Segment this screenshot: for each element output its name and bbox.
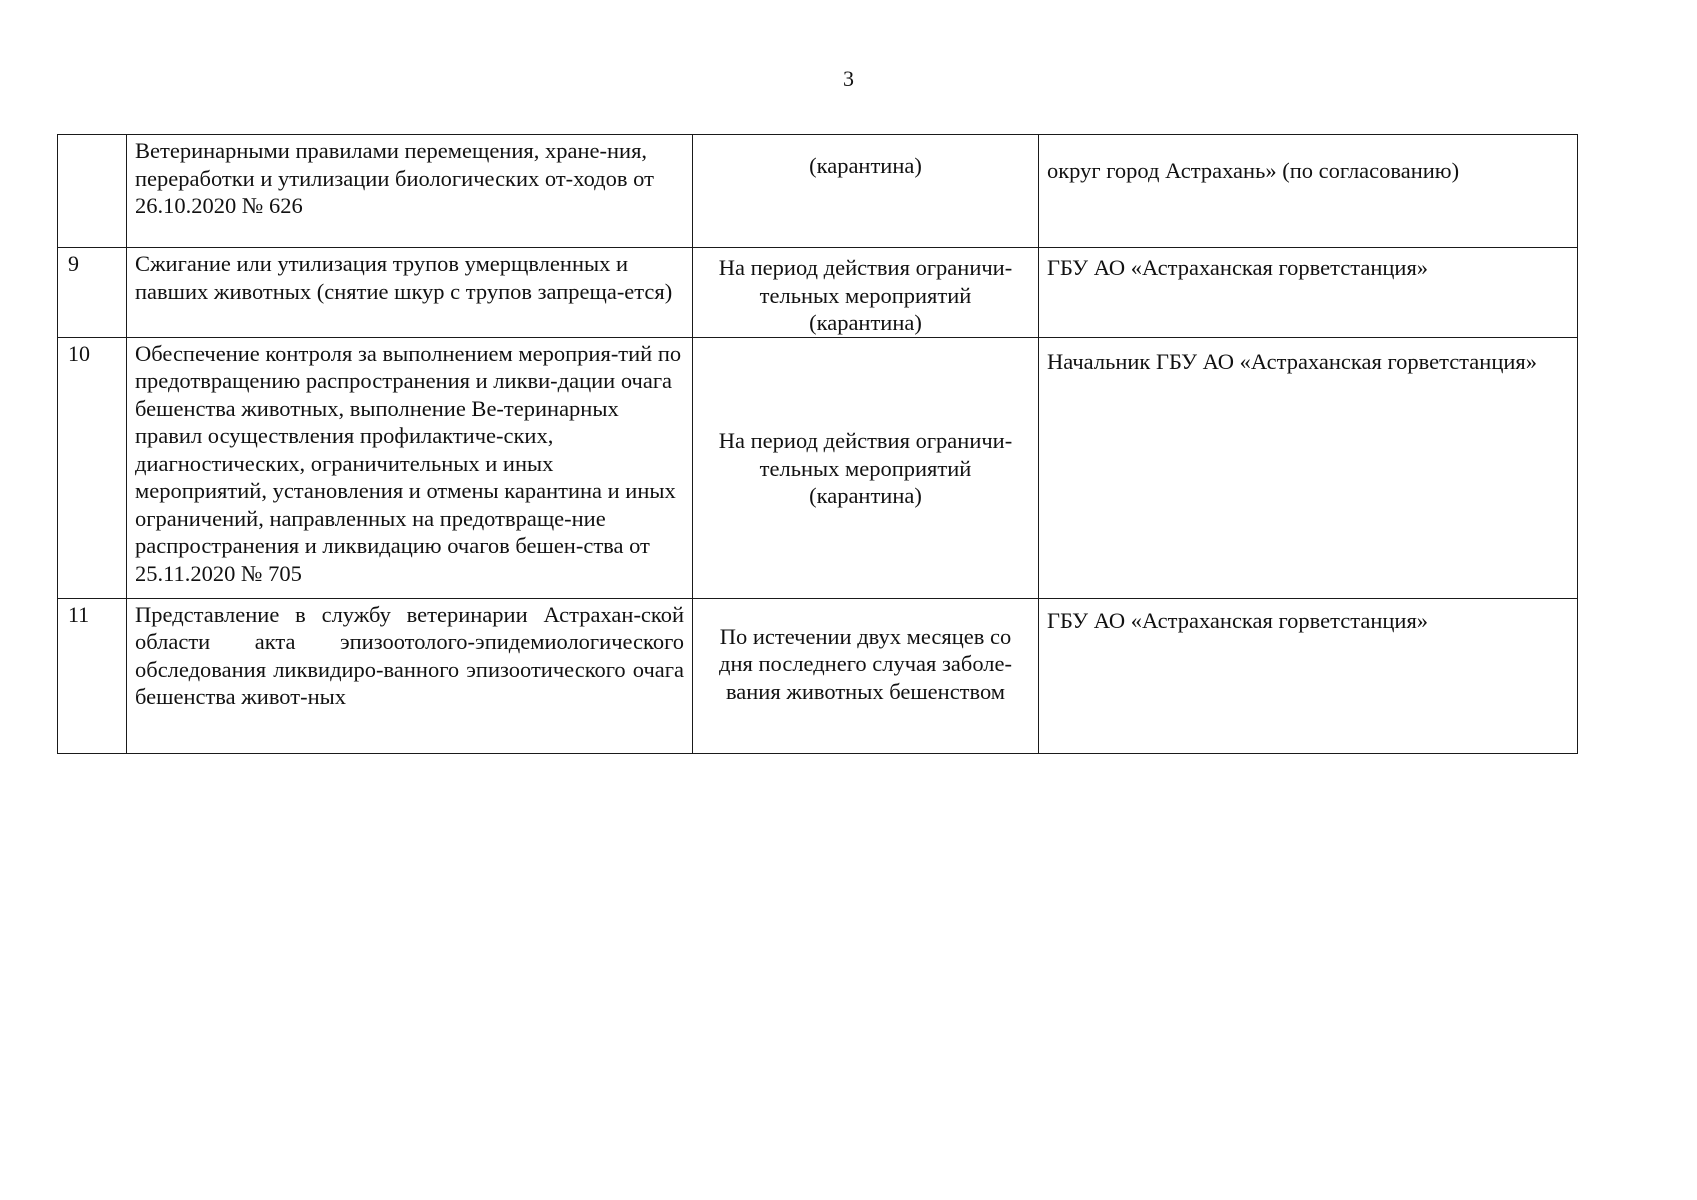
- row-number-cell: 11: [58, 598, 127, 753]
- row-number-cell: 10: [58, 337, 127, 598]
- table-row: [58, 135, 1578, 248]
- table-row: [58, 337, 1578, 598]
- term-cell: (карантина): [693, 135, 1039, 248]
- row-number-cell: 9: [58, 248, 127, 338]
- action-cell: Ветеринарными правилами перемещения, хране-ния, переработки и утилизации биологических от-ходов от 26.10.2020 № 626: [127, 135, 693, 248]
- term-cell: По истечении двух месяцев со дня последнего случая заболе-вания животных бешенством: [693, 598, 1039, 753]
- action-cell: Сжигание или утилизация трупов умерщвленных и павших животных (снятие шкур с трупов запреща-ется): [127, 248, 693, 338]
- action-cell: Обеспечение контроля за выполнением мероприя-тий по предотвращению распространения и ликви-дации очага бешенства животных, выполнение Ве-теринарных правил осуществления профилактиче-ских, диагностических, ограничительных и иных мероприятий, установления и отмены карантина и иных ограничений, направленных на предотвраще-ние распространения и ликвидацию очагов бешен-ства от 25.11.2020 № 705: [127, 337, 693, 598]
- action-cell: Представление в службу ветеринарии Астрахан-ской области акта эпизоотолого-эпидемиологического обследования ликвидиро-ванного эпизоотического очага бешенства живот-ных: [127, 598, 693, 753]
- responsible-cell: ГБУ АО «Астраханская горветстанция»: [1039, 598, 1578, 753]
- row-number-cell: [58, 135, 127, 248]
- term-cell: На период действия ограничи-тельных мероприятий (карантина): [693, 337, 1039, 598]
- table-row: [58, 598, 1578, 753]
- term-cell: На период действия ограничи-тельных мероприятий (карантина): [693, 248, 1039, 338]
- page-number: 3: [843, 66, 854, 91]
- responsible-cell: Начальник ГБУ АО «Астраханская горветстанция»: [1039, 337, 1578, 598]
- measures-table: [57, 134, 1578, 754]
- responsible-cell: округ город Астрахань» (по согласованию): [1039, 135, 1578, 248]
- responsible-cell: ГБУ АО «Астраханская горветстанция»: [1039, 248, 1578, 338]
- table-row: [58, 248, 1578, 338]
